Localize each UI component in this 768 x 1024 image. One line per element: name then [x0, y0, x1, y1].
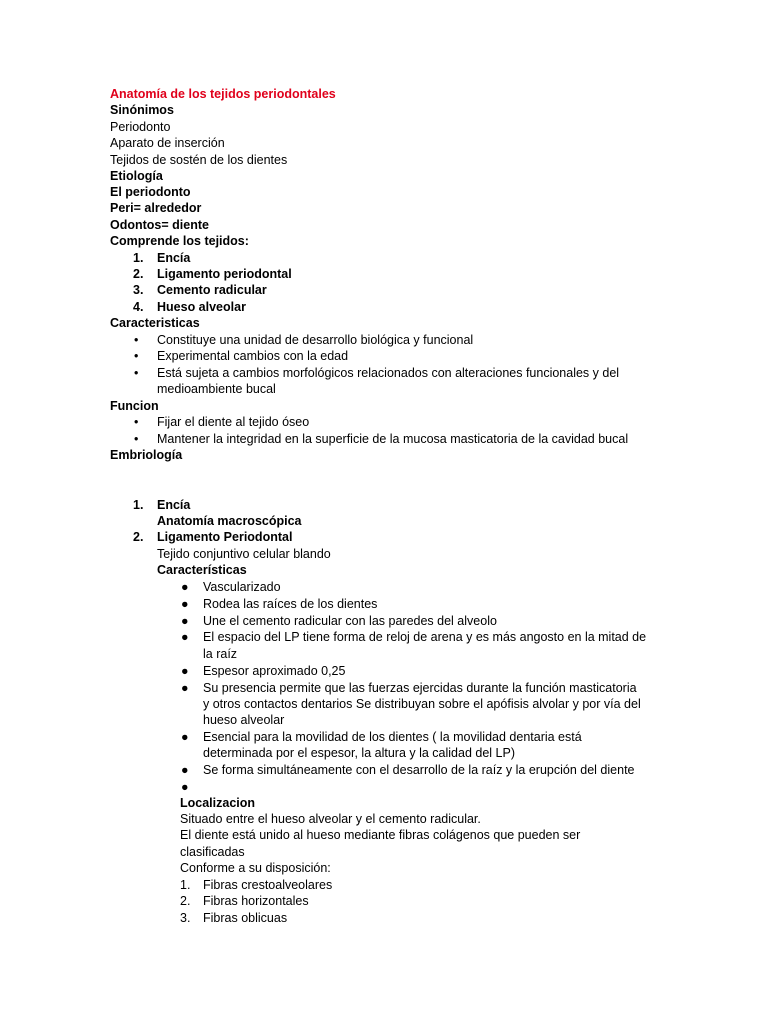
- list-item: Fibras horizontales: [203, 894, 309, 908]
- list-item: Espesor aproximado 0,25: [203, 664, 346, 678]
- list-item: Ligamento periodontal: [157, 267, 292, 281]
- text-line: clasificadas: [180, 845, 245, 859]
- list-number: 3.: [180, 911, 191, 925]
- section-item-title: Ligamento Periodontal: [157, 530, 293, 544]
- list-number: 3.: [133, 283, 144, 297]
- heading-etiologia: Etiología: [110, 169, 163, 183]
- list-item: Experimental cambios con la edad: [157, 349, 349, 363]
- list-number: 2.: [180, 894, 191, 908]
- text-line: Aparato de inserción: [110, 136, 225, 150]
- list-item: Su presencia permite que las fuerzas ejercidas durante la función masticatoria: [203, 681, 637, 695]
- bullet-icon: ●: [181, 664, 189, 678]
- heading-conforme: Conforme a su disposición:: [180, 861, 331, 875]
- bullet-icon: •: [134, 415, 139, 429]
- bullet-icon: ●: [181, 730, 189, 744]
- list-number: 1.: [133, 498, 144, 512]
- list-item: Esencial para la movilidad de los dientes ( la movilidad dentaria está: [203, 730, 582, 744]
- list-number: 4.: [133, 300, 144, 314]
- heading-localizacion: Localizacion: [180, 796, 256, 810]
- list-item-continuation: hueso alveolar: [203, 713, 285, 727]
- list-item: Se forma simultáneamente con el desarrollo de la raíz y la erupción del diente: [203, 763, 635, 777]
- text-line: Peri= alrededor: [110, 201, 202, 215]
- list-item-continuation: medioambiente bucal: [157, 382, 276, 396]
- bullet-icon: ●: [181, 597, 189, 611]
- text-line: Periodonto: [110, 120, 171, 134]
- text-line: Tejidos de sostén de los dientes: [110, 153, 288, 167]
- heading-caracteristicas: Caracteristicas: [110, 316, 200, 330]
- list-item: Está sujeta a cambios morfológicos relacionados con alteraciones funcionales y del: [157, 366, 620, 380]
- list-item: Constituye una unidad de desarrollo biológica y funcional: [157, 333, 474, 347]
- bullet-icon: ●: [181, 780, 189, 794]
- bullet-icon: ●: [181, 580, 189, 594]
- text-line: El periodonto: [110, 185, 191, 199]
- list-number: 2.: [133, 267, 144, 281]
- text-line: El diente está unido al hueso mediante fibras colágenos que pueden ser: [180, 828, 581, 842]
- heading-funcion: Funcion: [110, 399, 159, 413]
- list-number: 1.: [133, 251, 144, 265]
- list-item: Encía: [157, 251, 191, 265]
- list-item: Mantener la integridad en la superficie de la mucosa masticatoria de la cavidad bucal: [157, 432, 629, 446]
- list-item: Rodea las raíces de los dientes: [203, 597, 378, 611]
- list-item: Vascularizado: [203, 580, 281, 594]
- bullet-icon: ●: [181, 681, 189, 695]
- text-line: Odontos= diente: [110, 218, 209, 232]
- section-item-subtitle: Anatomía macroscópica: [157, 514, 302, 528]
- list-item-continuation: la raíz: [203, 647, 238, 661]
- bullet-icon: ●: [181, 763, 189, 777]
- bullet-icon: •: [134, 333, 139, 347]
- bullet-icon: •: [134, 349, 139, 363]
- list-number: 1.: [180, 878, 191, 892]
- list-item-continuation: determinada por el espesor, la altura y la calidad del LP): [203, 746, 515, 760]
- bullet-icon: ●: [181, 630, 189, 644]
- text-line: Situado entre el hueso alveolar y el cemento radicular.: [180, 812, 481, 826]
- list-number: 2.: [133, 530, 144, 544]
- list-item: Hueso alveolar: [157, 300, 246, 314]
- list-item: Une el cemento radicular con las paredes del alveolo: [203, 614, 497, 628]
- document-title: Anatomía de los tejidos periodontales: [110, 87, 336, 101]
- bullet-icon: ●: [181, 614, 189, 628]
- list-item: Fibras crestoalveolares: [203, 878, 333, 892]
- heading-caracteristicas-lp: Características: [157, 563, 247, 577]
- heading-embriologia: Embriología: [110, 448, 183, 462]
- section-item-title: Encía: [157, 498, 191, 512]
- list-item-continuation: y otros contactos dentarios Se distribuyan sobre el apófisis alvolar y por vía del: [203, 697, 641, 711]
- section-item-subtitle: Tejido conjuntivo celular blando: [157, 547, 331, 561]
- heading-sinonimos: Sinónimos: [110, 103, 174, 117]
- list-item: Cemento radicular: [157, 283, 267, 297]
- heading-comprende: Comprende los tejidos:: [110, 234, 249, 248]
- list-item: Fibras oblicuas: [203, 911, 288, 925]
- bullet-icon: •: [134, 366, 139, 380]
- bullet-icon: •: [134, 432, 139, 446]
- list-item: Fijar el diente al tejido óseo: [157, 415, 310, 429]
- list-item: El espacio del LP tiene forma de reloj de arena y es más angosto en la mitad de: [203, 630, 647, 644]
